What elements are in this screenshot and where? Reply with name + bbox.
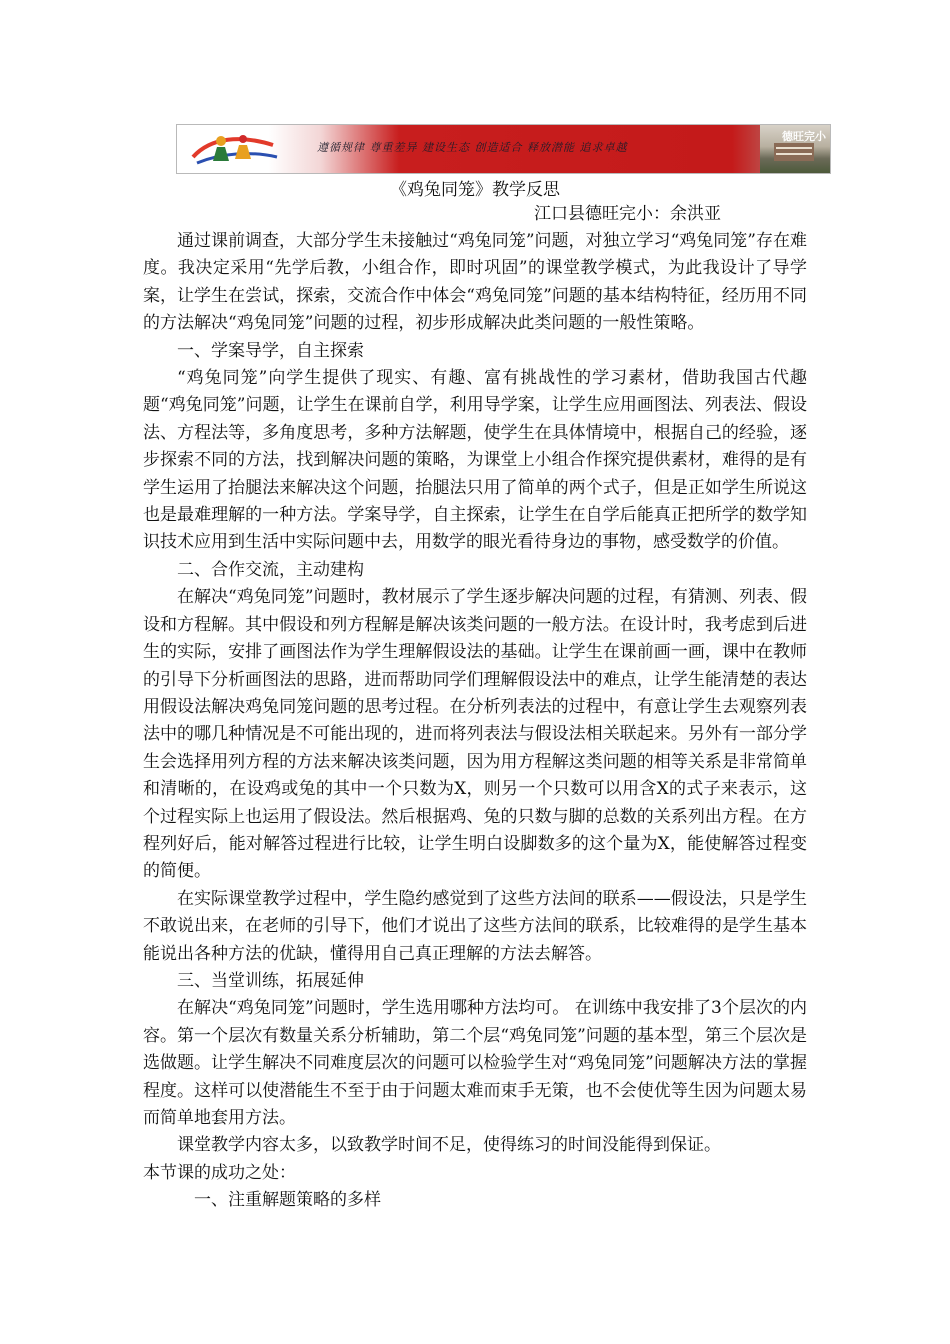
paragraph: 本节课的成功之处： [143,1162,296,1183]
header-banner [176,124,831,174]
section-heading: 二、合作交流，主动建构 [177,559,364,580]
paragraph: 在解决“鸡兔同笼”问题时，教材展示了学生逐步解决问题的过程，有猜测、列表、假设和方程解。其中假设和列方程解是解决该类问题的一般方法。在设计时，我考虑到后进生的实际，安排了画图法作为学生理解假设法的基础。让学生在课前画一画，课中在教师的引导下分析画图法的思路，进而帮助同学们理解假设法中的难点，让学生能清楚的表达用假设法解决鸡兔同笼问题的思考过程。在分析列表法的过程中，有意让学生去观察列表法中的哪几种情况是不可能出现的，进而将列表法与假设法相关联起来。另外有一部分学生会选择用列方程的方法来解决该类问题，因为用方程解这类问题的相等关系是非常简单和清晰的，在设鸡或兔的其中一个只数为X，则另一个只数可以用含X的式子来表示，这个过程实际上也运用了假设法。然后根据鸡、兔的只数与脚的总数的关系列出方程。在方程列好后，能对解答过程进行比较，让学生明白设脚数多的这个量为X，能使解答过程变的简便。 [143,587,807,882]
school-logo-icon [181,127,291,171]
document-body [143,228,807,1215]
section-heading: 一、学案导学，自主探索 [177,340,364,361]
document-title: 《鸡兔同笼》教学反思 [390,180,560,200]
paragraph: 在实际课堂教学过程中，学生隐约感觉到了这些方法间的联系——假设法，只是学生不敢说出来，在老师的引导下，他们才说出了这些方法间的联系，比较难得的是学生基本能说出各种方法的优缺，懂得用自己真正理解的方法去解答。 [143,888,807,964]
banner-school-name: 德旺完小 [782,130,826,143]
section-heading: 三、当堂训练，拓展延伸 [177,970,364,991]
paragraph: 课堂教学内容太多，以致教学时间不足，使得练习的时间没能得到保证。 [177,1135,721,1156]
document-author: 江口县德旺完小：余洪亚 [534,204,721,224]
paragraph: “鸡兔同笼”向学生提供了现实、有趣、富有挑战性的学习素材，借助我国古代趣题“鸡兔同笼”问题，让学生在课前自学，利用导学案，让学生应用画图法、列表法、假设法、方程法等，多角度思考，多种方法解题，使学生在具体情境中，根据自己的经验，逐步探索不同的方法，找到解决问题的策略，为课堂上小组合作探究提供素材，难得的是有学生运用了抬腿法来解决这个问题，抬腿法只用了简单的两个式子，但是正如学生所说这也是最难理解的一种方法。学案导学，自主探索，让学生在自学后能真正把所学的数学知识技术应用到生活中实际问题中去，用数学的眼光看待身边的事物，感受数学的价值。 [143,368,807,553]
paragraph: 通过课前调查，大部分学生未接触过“鸡兔同笼”问题，对独立学习“鸡兔同笼”存在难度。我决定采用“先学后教，小组合作，即时巩固”的课堂教学模式，为此我设计了导学案，让学生在尝试，探索，交流合作中体会“鸡兔同笼”问题的基本结构特征，经历用不同的方法解决“鸡兔同笼”问题的过程，初步形成解决此类问题的一般性策略。 [143,231,807,334]
banner-slogan: 遵循规律 尊重差异 建设生态 创造适合 释放潜能 追求卓越 [317,141,628,154]
paragraph: 在解决“鸡兔同笼”问题时，学生选用哪种方法均可。 在训练中我安排了3个层次的内容。第一个层次有数量关系分析辅助，第二个层“鸡兔同笼”问题的基本型，第三个层次是选做题。让学生解决不同难度层次的问题可以检验学生对“鸡兔同笼”问题解决方法的掌握程度。这样可以使潜能生不至于由于问题太难而束手无策，也不会使优等生因为问题太易而简单地套用方法。 [143,998,807,1128]
school-photo [760,125,830,173]
section-heading: 一、注重解题策略的多样 [194,1190,381,1211]
